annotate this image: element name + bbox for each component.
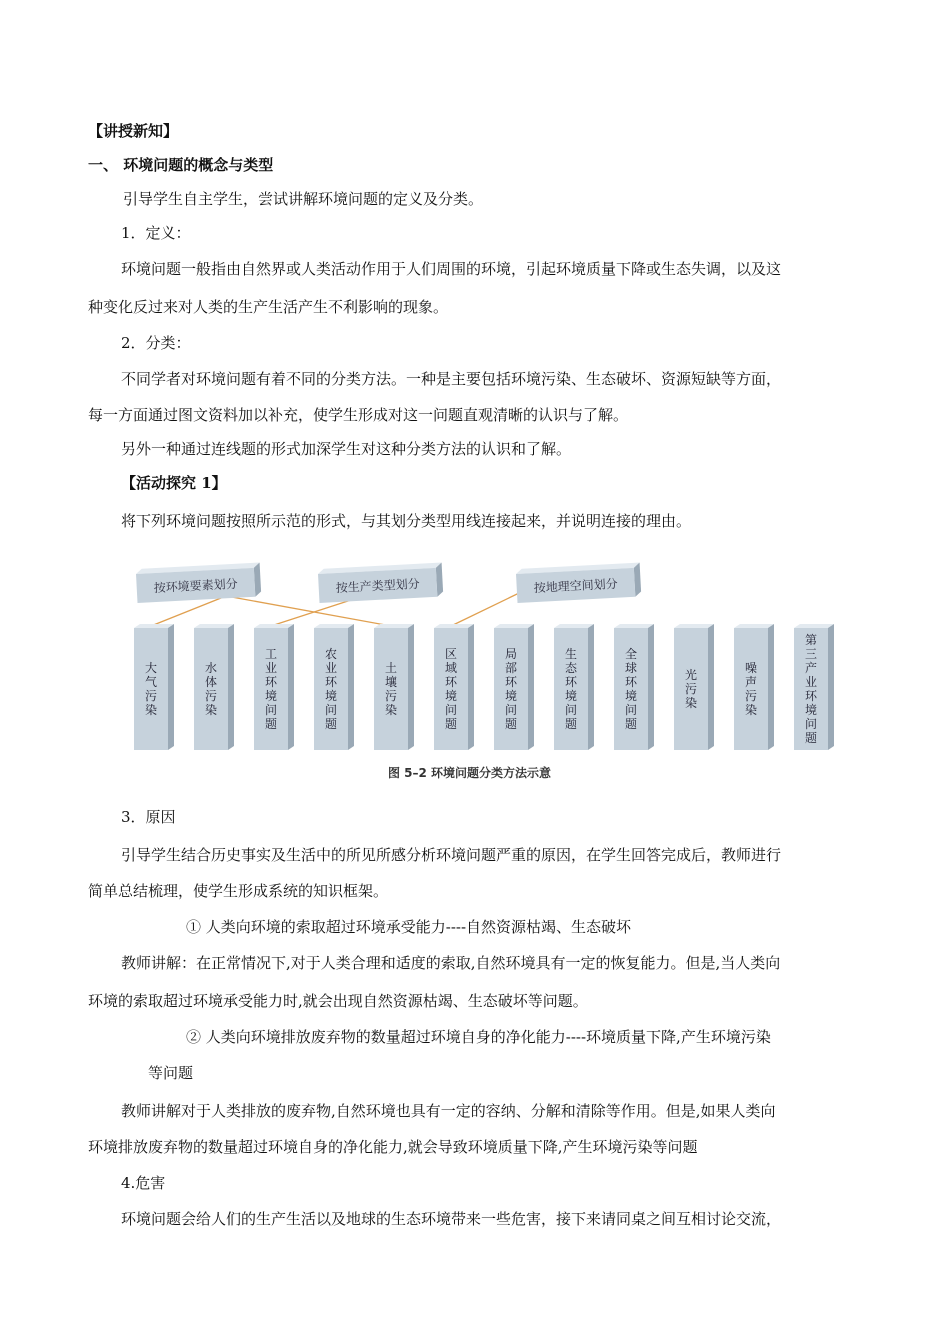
classification-label: 2．分类： xyxy=(121,334,191,352)
item-label: 大气污染 xyxy=(144,661,158,717)
item-label: 生态环境问题 xyxy=(564,647,578,731)
harm-text: 环境问题会给人们的生产生活以及地球的生态环境带来一些危害，接下来请同桌之间互相讨论交流， xyxy=(121,1210,782,1228)
category-box xyxy=(318,563,444,603)
item-pillar xyxy=(674,624,714,750)
item-label: 工业环境问题 xyxy=(264,647,278,731)
category-box xyxy=(516,563,642,603)
teacher-explanation-line: 环境排放废弃物的数量超过环境自身的净化能力,就会导致环境质量下降,产生环境污染等问题 xyxy=(88,1138,698,1156)
cause-point-2: ② 人类向环境排放废弃物的数量超过环境自身的净化能力----环境质量下降,产生环境污染 xyxy=(186,1028,771,1046)
cause-point-2-cont: 等问题 xyxy=(148,1064,194,1082)
intro-text: 引导学生自主学生，尝试讲解环境问题的定义及分类。 xyxy=(123,190,484,208)
section-title: 一、 环境问题的概念与类型 xyxy=(88,156,274,174)
item-label: 全球环境问题 xyxy=(624,647,638,731)
item-pillar xyxy=(314,624,354,750)
category-box xyxy=(136,563,262,603)
definition-text-line: 种变化反过来对人类的生产生活产生不利影响的现象。 xyxy=(88,298,449,316)
activity-text: 将下列环境问题按照所示范的形式，与其划分类型用线连接起来，并说明连接的理由。 xyxy=(121,512,692,530)
cause-text-line: 引导学生结合历史事实及生活中的所见所感分析环境问题严重的原因，在学生回答完成后，教师进行 xyxy=(121,846,782,864)
teacher-explanation-line: 教师讲解对于人类排放的废弃物,自然环境也具有一定的容纳、分解和清除等作用。但是,如果人类向 xyxy=(121,1102,776,1120)
classification-text-line: 每一方面通过图文资料加以补充，使学生形成对这一问题直观清晰的认识与了解。 xyxy=(88,406,629,424)
item-label: 区域环境问题 xyxy=(444,647,458,731)
item-pillar xyxy=(434,624,474,750)
item-pillar xyxy=(794,624,834,750)
classification-text-line: 不同学者对环境问题有着不同的分类方法。一种是主要包括环境污染、生态破坏、资源短缺等方面， xyxy=(121,370,782,388)
teacher-explanation-line: 环境的索取超过环境承受能力时,就会出现自然资源枯竭、生态破坏等问题。 xyxy=(88,992,588,1010)
item-pillar xyxy=(614,624,654,750)
item-label: 农业环境问题 xyxy=(324,647,338,731)
item-pillar xyxy=(554,624,594,750)
item-pillar xyxy=(734,624,774,750)
category-label: 按地理空间划分 xyxy=(533,576,619,596)
category-label: 按环境要素划分 xyxy=(153,576,239,596)
category-label: 按生产类型划分 xyxy=(335,576,421,596)
harm-label: 4.危害 xyxy=(121,1174,166,1192)
item-label: 噪声污染 xyxy=(744,661,758,717)
classification-text-line: 另外一种通过连线题的形式加深学生对这种分类方法的认识和了解。 xyxy=(121,440,572,458)
item-label: 第三产业环境问题 xyxy=(804,633,818,745)
figure-caption: 图 5–2 环境问题分类方法示意 xyxy=(388,766,552,780)
item-pillar xyxy=(194,624,234,750)
definition-text-line: 环境问题一般指由自然界或人类活动作用于人们周围的环境，引起环境质量下降或生态失调，以及这 xyxy=(121,260,782,278)
item-pillar xyxy=(494,624,534,750)
cause-point-1: ① 人类向环境的索取超过环境承受能力----自然资源枯竭、生态破坏 xyxy=(186,918,632,936)
item-label: 土壤污染 xyxy=(384,661,398,717)
definition-label: 1．定义： xyxy=(121,224,191,242)
teacher-explanation-line: 教师讲解：在正常情况下,对于人类合理和适度的索取,自然环境具有一定的恢复能力。但是,当人类向 xyxy=(121,954,781,972)
item-label: 水体污染 xyxy=(204,661,218,717)
item-label: 局部环境问题 xyxy=(504,647,518,731)
item-pillar xyxy=(374,624,414,750)
cause-text-line: 简单总结梳理，使学生形成系统的知识框架。 xyxy=(88,882,389,900)
item-pillar xyxy=(254,624,294,750)
lecture-heading: 【讲授新知】 xyxy=(88,122,179,140)
classification-figure xyxy=(128,548,848,754)
item-label: 光污染 xyxy=(684,668,698,710)
cause-label: 3．原因 xyxy=(121,808,176,826)
item-pillar xyxy=(134,624,174,750)
activity-title: 【活动探究 1】 xyxy=(121,474,227,492)
